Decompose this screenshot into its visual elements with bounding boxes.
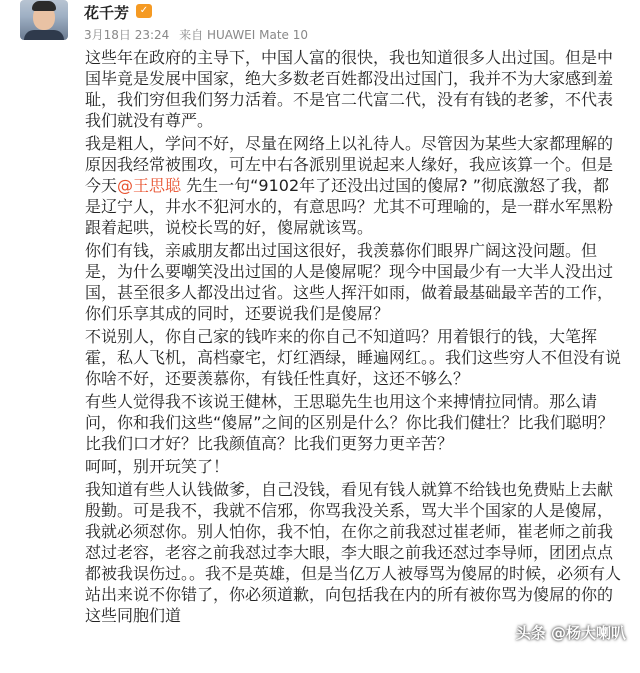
paragraph-3: 你们有钱，亲戚朋友都出过国这很好，我羡慕你们眼界广阔这没问题。但是，为什么要嘲笑没出过国的人是傻屌呢？现今中国最少有一大半人没出过国，甚至很多人都没出过省。这些人挥汗如雨，做着最基础最辛苦的工作，你们乐享其成的同时，还要说我们是傻屌？ [85,241,614,323]
avatar-shirt [24,30,64,40]
paragraph-2-start: 我是粗人，学问不好，尽量在网络上以礼待人。尽管因为某些大家都理解的原因我经常被围攻，可左中右各派别里说起来人缘好，我应该算一个。但是今天 [85,134,614,195]
post-meta [84,26,314,43]
avatar[interactable] [20,0,68,40]
post-header [0,0,640,50]
paragraph-5: 有些人觉得我不该说王健林，王思聪先生也用这个来搏情拉同情。那么请问，你和我们这些“傻屌”之间的区别是什么？你比我们健壮？比我们聪明？比我们口才好？比我颜值高？比我们更努力更辛苦？ [85,392,614,453]
paragraph-4: 不说别人，你自己家的钱咋来的你自己不知道吗？用着银行的钱，大笔挥霍，私人飞机，高档豪宅，灯红酒绿，睡遍网红。。我们这些穷人不但没有说你啥不好，还要羡慕你，有钱任性真好，这还不够么？ [85,327,622,388]
paragraph-2 [85,133,623,238]
verified-badge-icon: ✓ [136,4,152,18]
watermark: 头条 @杨大喇叭 [515,624,626,642]
mention-link[interactable]: @王思聪 [117,176,182,195]
paragraph-2-rest: 先生一句“9102年了还没出过国的傻屌? ”彻底激怒了我，都是辽宁人，井水不犯河水的，有意思吗？尤其不可理喻的，是一群水军黑粉跟着起哄，说校长骂的好，傻屌就该骂。 [85,176,614,237]
post-source: 来自 HUAWEI Mate 10 [179,28,308,42]
username[interactable]: 花千芳 [84,4,130,22]
paragraph-7: 我知道有些人认钱做爹，自己没钱，看见有钱人就算不给钱也免费贴上去献殷勤。可是我不，我就不信邪，你骂我没关系，骂大半个国家的人是傻屌，我就必须怼你。别人怕你，我不怕，在你之前我怼过崔老师，崔老师之前我怼过老容，老容之前我怼过李大眼，李大眼之前我还怼过李导师，团团点点都被我误伤过。。我不是英雄，但是当亿万人被辱骂为傻屌的时候，必须有人站出来说不你错了，你必须道歉，向包括我在内的所有被你骂为傻屌的你的这些同胞们道 [85,480,622,625]
paragraph-6: 呵呵，别开玩笑了！ [85,457,230,476]
avatar-hair [32,1,56,11]
paragraph-1: 这些年在政府的主导下，中国人富的很快，我也知道很多人出过国。但是中国毕竟是发展中国家，绝大多数老百姓都没出过国门，我并不为大家感到羞耻，我们穷但我们努力活着。不是官二代富二代，没有有钱的老爹，不代表我们就没有尊严。 [85,48,614,130]
post-date: 3月18日 23:24 [84,28,170,42]
post-content [85,47,623,628]
